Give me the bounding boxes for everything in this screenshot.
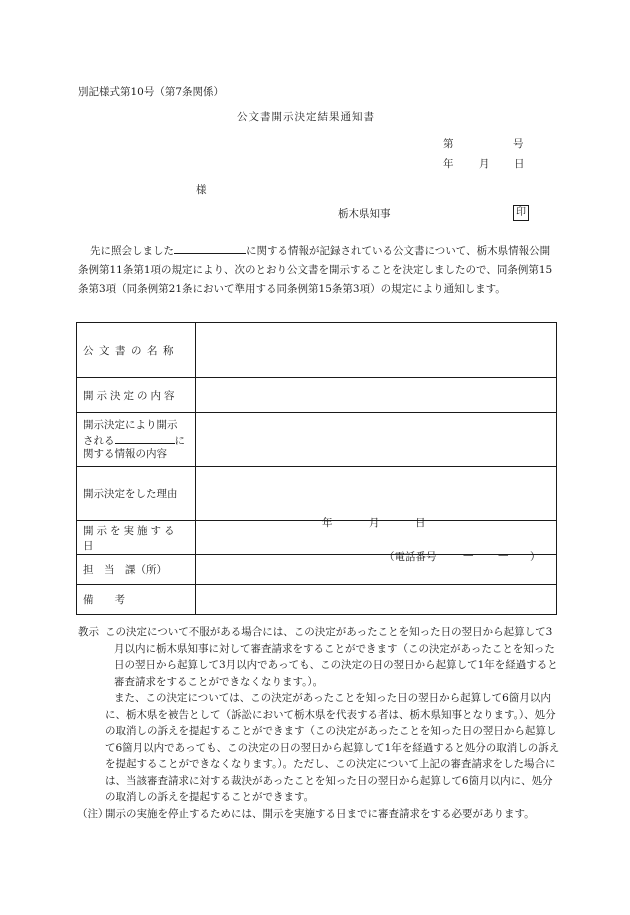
implementation-date-label: 開示を実施する日	[77, 521, 196, 555]
info-label-line2	[83, 432, 189, 448]
teaching-paragraph-2: また、この決定については、この決定があったことを知った日の翌日から起算して6箇月以内に、栃木県を被告として（訴訟において栃木県を代表する者は、栃木県知事となります。）、処分の取消しの訴えを提起することができます（この決定があったことを知った日の翌日から起算して6箇月以内であっても、この決定の日の翌日から起算して1年を経過すると処分の取消しの訴えを提起することができなくなります。）。ただし、この決定について上記の審査請求をした場合には、当該審査請求に対する裁決があったことを知った日の翌日から起算して6箇月以内に、処分の取消しの訴えを提起することができます。	[105, 692, 560, 803]
note-label: （注）	[77, 808, 109, 820]
decision-content-value	[196, 378, 557, 413]
table-row	[77, 555, 557, 585]
teaching-label: 教示	[78, 626, 99, 638]
blank-underline	[174, 242, 246, 254]
note-section	[78, 806, 560, 823]
info-content-value	[196, 413, 557, 467]
date-year: 年	[443, 158, 454, 170]
body-text-after-blank: に関する情報が記録されている公文書について、栃木県情報公開条例第11条第1項の規定により、次のとおり公文書を開示することを決定しましたので、同条例第15条第3項（同条例第21条において準用する同条例第15条第3項）の規定により通知します。	[78, 245, 553, 295]
number-suffix: 号	[513, 138, 524, 150]
table-row	[77, 521, 557, 555]
impl-date-month: 月	[369, 517, 380, 529]
info-label-line3: 関する情報の内容	[83, 447, 167, 460]
table-row	[77, 378, 557, 413]
table-row	[77, 413, 557, 467]
document-title: 公文書開示決定結果通知書	[237, 111, 375, 123]
teaching-paragraph-1: この決定について不服がある場合には、この決定があったことを知った日の翌日から起算して3月以内に栃木県知事に対して審査請求をすることができます（この決定があったことを知った日の翌日から起算して3月以内であっても、この決定の日の翌日から起算して1年を経過すると審査請求をすることができなくなります。）。	[105, 626, 558, 688]
note-text: 開示の実施を停止するためには、開示を実施する日までに審査請求をする必要があります。	[105, 808, 535, 820]
table-row	[77, 323, 557, 378]
body-paragraph	[78, 242, 558, 299]
addressee-honorific: 様	[196, 184, 207, 196]
tel-close: ）	[530, 551, 541, 563]
remarks-value	[196, 585, 557, 615]
reason-value	[196, 467, 557, 521]
decision-detail-table	[76, 322, 557, 615]
impl-date-day: 日	[415, 517, 426, 529]
info-label-line2-pre: される	[83, 434, 115, 447]
issuer-name: 栃木県知事	[338, 208, 391, 220]
table-row	[77, 467, 557, 521]
tel-dash-1: —	[463, 549, 474, 561]
teaching-section	[78, 624, 560, 806]
doc-name-label: 公文書の名称	[77, 323, 196, 378]
tel-dash-2: —	[498, 549, 509, 561]
doc-name-value	[196, 323, 557, 378]
tel-label: （電話番号	[384, 551, 437, 563]
decision-content-label: 開示決定の内容	[77, 378, 196, 413]
form-number-label: 別記様式第10号（第7条関係）	[78, 86, 225, 98]
date-day: 日	[514, 158, 525, 170]
date-month: 月	[479, 158, 490, 170]
blank-underline	[115, 432, 175, 444]
info-content-label	[77, 413, 196, 467]
info-label-line1: 開示決定により開示	[83, 418, 178, 431]
reason-label: 開示決定をした理由	[77, 467, 196, 521]
seal-stamp: 印	[513, 205, 529, 221]
remarks-label: 備 考	[77, 585, 196, 615]
info-label-line2-post: に	[174, 434, 185, 447]
impl-date-year: 年	[322, 517, 333, 529]
number-prefix: 第	[443, 138, 454, 150]
table-row	[77, 585, 557, 615]
body-text-before-blank: 先に照会しました	[90, 245, 174, 257]
contact-value	[196, 549, 557, 585]
contact-label: 担 当 課（所）	[77, 555, 196, 585]
